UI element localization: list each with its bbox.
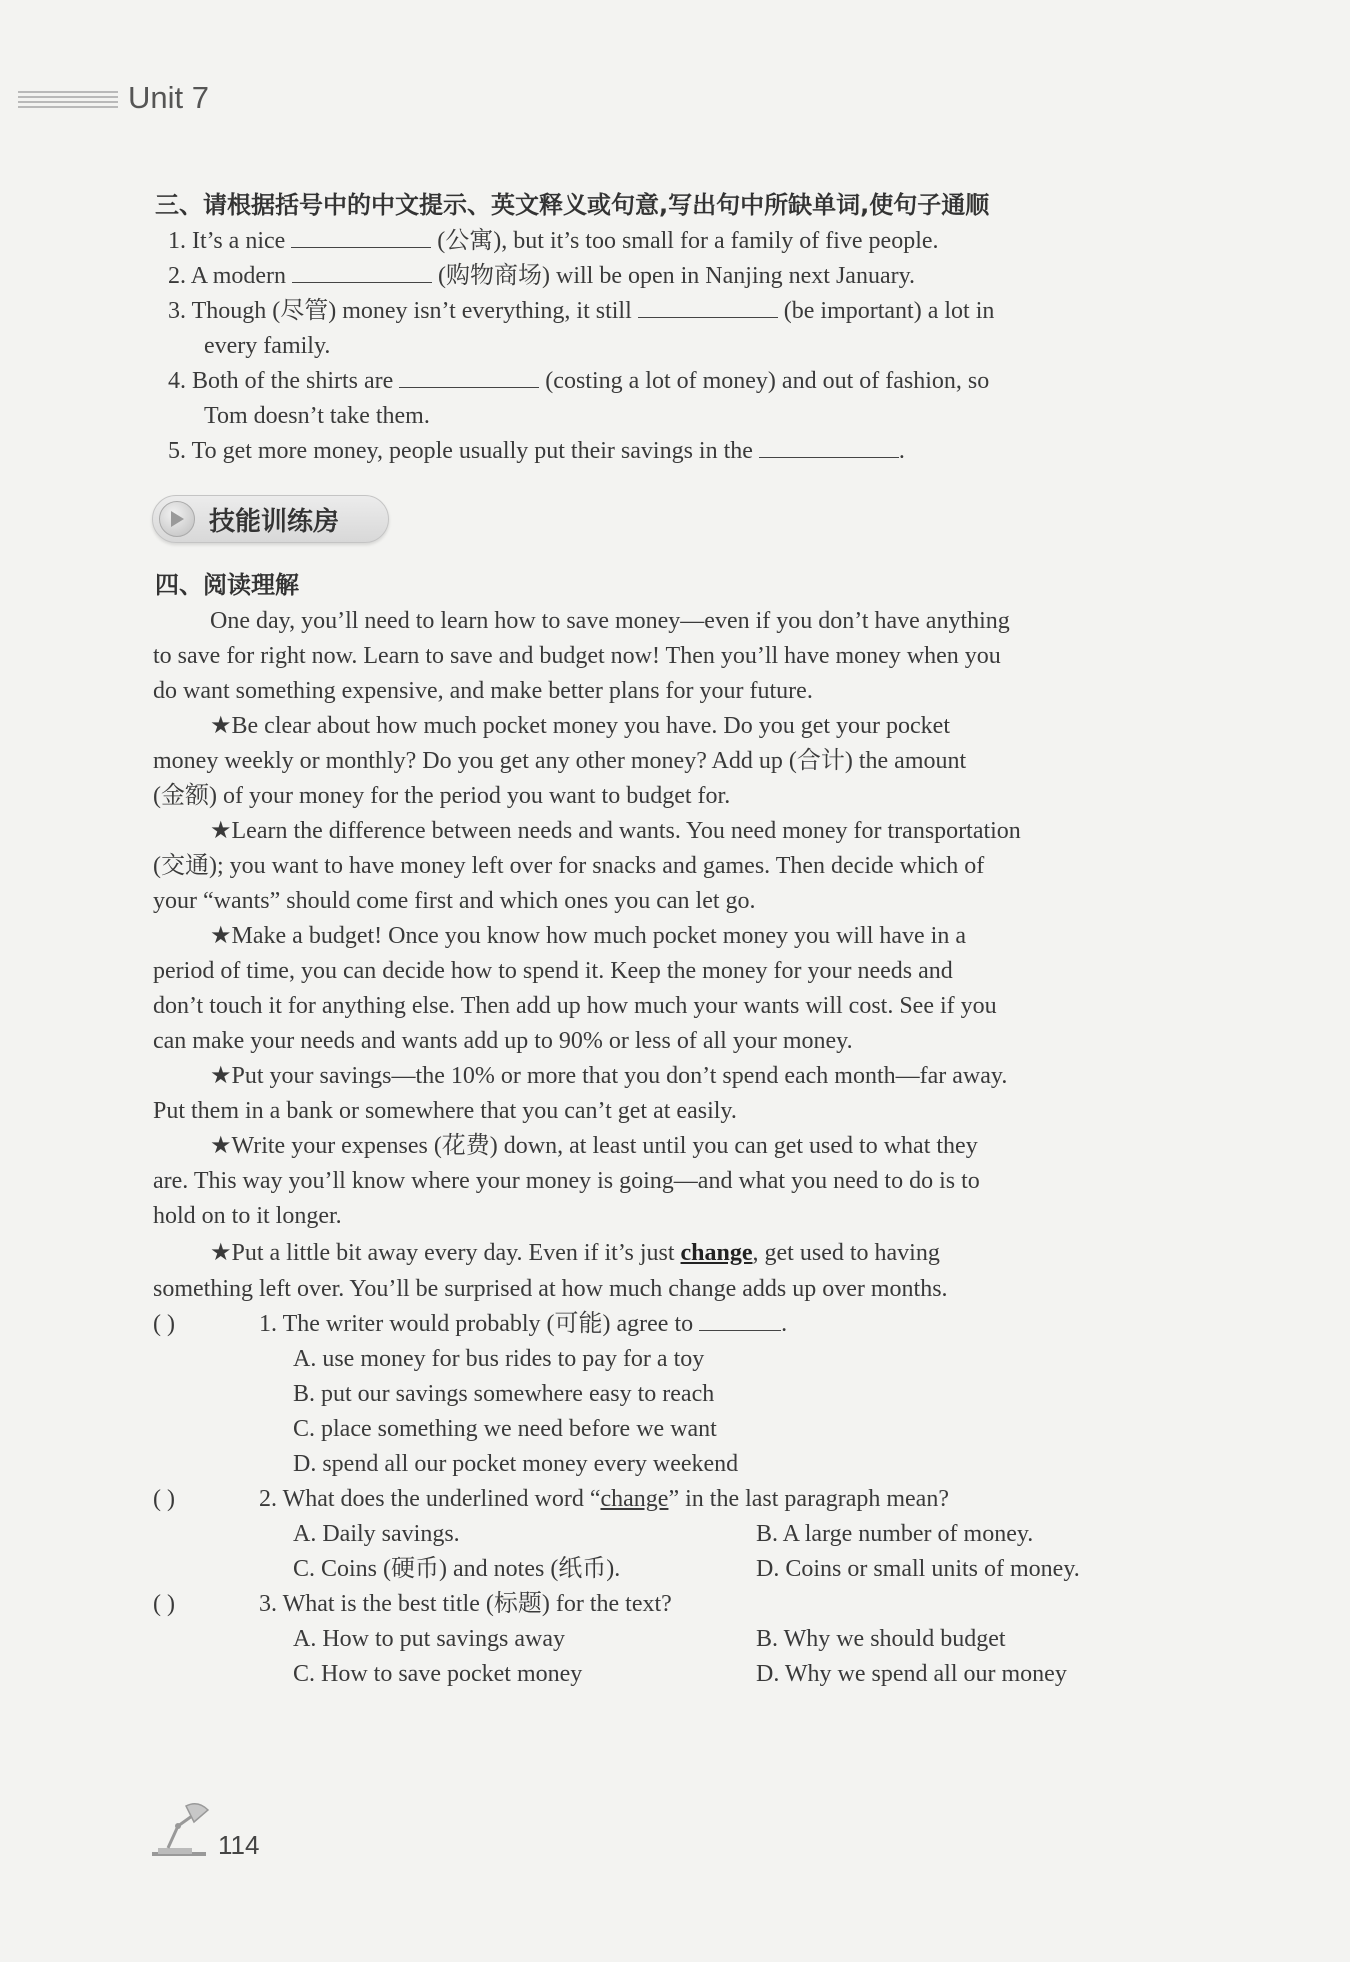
question-1: ( ) 1. The writer would probably (可能) agree to . <box>153 1307 787 1341</box>
item-text: It’s a nice <box>192 228 286 254</box>
item-text: Both of the shirts are <box>192 368 394 394</box>
option-d[interactable]: D. Coins or small units of money. <box>756 1556 1080 1582</box>
item-text: (购物商场) will be open in Nanjing next January. <box>438 263 916 289</box>
fill-item-4 <box>168 364 989 398</box>
fill-item-5 <box>168 434 905 468</box>
passage-line: (金额) of your money for the period you want to budget for. <box>153 783 731 809</box>
unit-title: Unit 7 <box>128 80 209 115</box>
item-text: Though (尽管) money isn’t everything, it still <box>191 298 632 324</box>
fill-item-1 <box>168 224 939 258</box>
passage-line: ★Put your savings—the 10% or more that you don’t spend each month—far away. <box>210 1063 1008 1089</box>
passage-line: to save for right now. Learn to save and budget now! Then you’ll have money when you <box>153 643 1001 669</box>
passage-line: ★Make a budget! Once you know how much pocket money you will have in a <box>210 923 966 949</box>
option-b[interactable]: B. A large number of money. <box>756 1521 1034 1547</box>
question-text: The writer would probably (可能) agree to <box>282 1311 694 1337</box>
fill-item-3 <box>168 294 994 328</box>
answer-paren[interactable]: ( ) <box>153 1486 175 1512</box>
answer-blank[interactable] <box>638 295 778 318</box>
question-2: ( ) 2. What does the underlined word “change” in the last paragraph mean? <box>153 1482 949 1516</box>
fill-item-4-cont: Tom doesn’t take them. <box>204 403 430 429</box>
question-number: 1. <box>259 1311 277 1337</box>
option-b[interactable]: B. put our savings somewhere easy to reach <box>293 1381 715 1407</box>
option-c[interactable]: C. place something we need before we want <box>293 1416 717 1442</box>
option-c[interactable]: C. How to save pocket money <box>293 1661 583 1687</box>
passage-line: ★Be clear about how much pocket money you have. Do you get your pocket <box>210 713 950 739</box>
item-number: 1. <box>168 228 186 254</box>
item-text: . <box>898 438 905 464</box>
answer-paren[interactable]: ( ) <box>153 1311 175 1337</box>
passage-line: hold on to it longer. <box>153 1203 342 1229</box>
answer-blank[interactable] <box>699 1308 781 1331</box>
passage-line: (交通); you want to have money left over for snacks and games. Then decide which of <box>153 853 985 879</box>
underlined-word: change <box>600 1486 669 1512</box>
question-number: 3. <box>259 1591 277 1617</box>
passage-line: can make your needs and wants add up to 90% or less of all your money. <box>153 1028 853 1054</box>
option-d[interactable]: D. spend all our pocket money every weekend <box>293 1451 739 1477</box>
header-decor-lines <box>18 87 118 109</box>
passage-line: don’t touch it for anything else. Then add up how much your wants will cost. See if you <box>153 993 997 1019</box>
option-d[interactable]: D. Why we spend all our money <box>756 1661 1067 1687</box>
item-number: 2. <box>168 263 186 289</box>
passage-line: something left over. You’ll be surprised at how much change adds up over months. <box>153 1276 948 1302</box>
item-number: 3. <box>168 298 186 324</box>
answer-blank[interactable] <box>399 365 539 388</box>
item-text: To get more money, people usually put their savings in the <box>191 438 753 464</box>
passage-line: money weekly or monthly? Do you get any other money? Add up (合计) the amount <box>153 748 967 774</box>
skill-training-banner <box>152 495 389 543</box>
fill-item-3-cont: every family. <box>204 333 331 359</box>
option-a[interactable]: A. use money for bus rides to pay for a toy <box>293 1346 705 1372</box>
answer-paren[interactable]: ( ) <box>153 1591 175 1617</box>
item-number: 5. <box>168 438 186 464</box>
item-number: 4. <box>168 368 186 394</box>
question-number: 2. <box>259 1486 277 1512</box>
item-text: (公寓), but it’s too small for a family of five people. <box>437 228 939 254</box>
passage-line: One day, you’ll need to learn how to save money—even if you don’t have anything <box>210 608 1010 634</box>
option-a[interactable]: A. How to put savings away <box>293 1626 565 1652</box>
passage-line: ★Write your expenses (花费) down, at least until you can get used to what they <box>210 1133 978 1159</box>
passage-line: are. This way you’ll know where your money is going—and what you need to do is to <box>153 1168 980 1194</box>
passage-last-para-line1: ★Put a little bit away every day. Even if it’s just change, get used to having <box>210 1240 940 1266</box>
answer-blank[interactable] <box>291 225 431 248</box>
fill-item-2 <box>168 259 915 293</box>
question-3 <box>153 1587 672 1621</box>
item-text: A modern <box>190 263 287 289</box>
section3-heading: 三、请根据括号中的中文提示、英文释义或句意,写出句中所缺单词,使句子通顺 <box>155 191 990 219</box>
page-number: 114 <box>218 1830 260 1860</box>
unit-header <box>18 80 209 116</box>
banner-label: 技能训练房 <box>209 506 340 537</box>
passage-line: your “wants” should come first and which ones you can let go. <box>153 888 756 914</box>
option-b[interactable]: B. Why we should budget <box>756 1626 1006 1652</box>
option-a[interactable]: A. Daily savings. <box>293 1521 460 1547</box>
underlined-keyword: change <box>680 1240 753 1266</box>
desk-lamp-icon <box>148 1798 212 1858</box>
option-c[interactable]: C. Coins (硬币) and notes (纸币). <box>293 1556 621 1582</box>
passage-line: period of time, you can decide how to spend it. Keep the money for your needs and <box>153 958 953 984</box>
answer-blank[interactable] <box>759 435 899 458</box>
item-text: (costing a lot of money) and out of fashion, so <box>545 368 990 394</box>
item-text: (be important) a lot in <box>783 298 995 324</box>
play-icon <box>159 501 195 537</box>
passage-line: ★Learn the difference between needs and wants. You need money for transportation <box>210 818 1021 844</box>
section4-heading: 四、阅读理解 <box>155 571 299 599</box>
answer-blank[interactable] <box>292 260 432 283</box>
passage-line: Put them in a bank or somewhere that you can’t get at easily. <box>153 1098 737 1124</box>
question-text: What is the best title (标题) for the text? <box>282 1591 672 1617</box>
passage-line: do want something expensive, and make better plans for your future. <box>153 678 813 704</box>
